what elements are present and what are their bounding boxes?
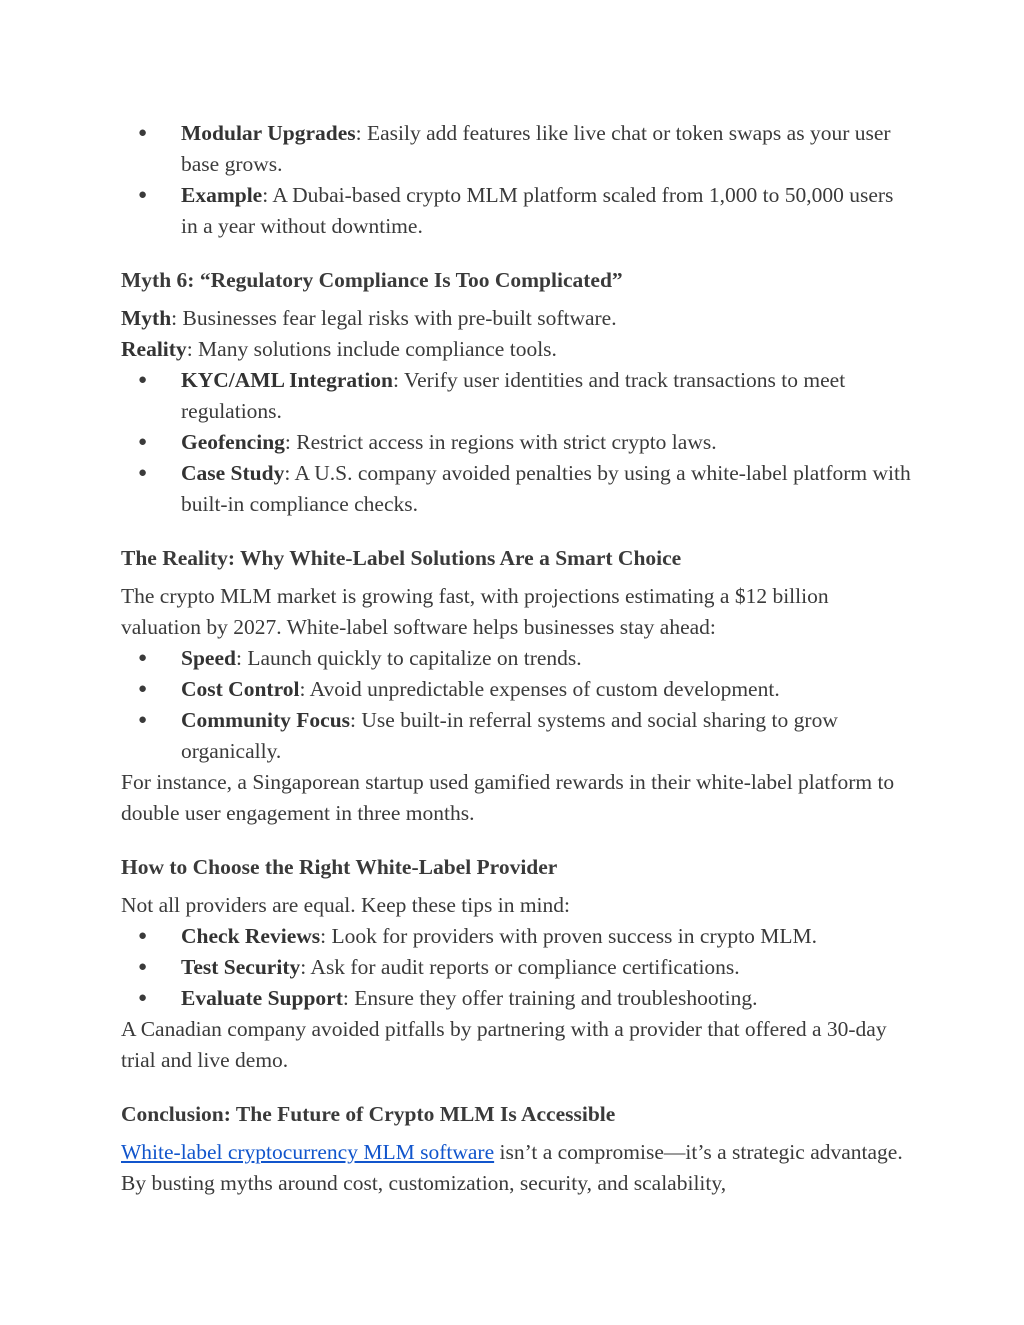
- bullet-text: : Look for providers with proven success in crypto MLM.: [320, 924, 817, 948]
- list-item: [138, 983, 911, 1014]
- list-item: [138, 705, 911, 767]
- myth-label: Myth: [121, 306, 172, 330]
- bullet-text: : Ensure they offer training and troubleshooting.: [342, 986, 758, 1010]
- bullet-text: : Verify user identities and track transactions to meet regulations.: [181, 368, 846, 423]
- section-heading-myth6: Myth 6: “Regulatory Compliance Is Too Complicated”: [121, 268, 623, 292]
- reality-label: Reality: [121, 337, 187, 361]
- bullet-term: Modular Upgrades: [181, 121, 356, 145]
- provider-intro: Not all providers are equal. Keep these tips in mind:: [121, 893, 570, 917]
- list-item: [138, 118, 911, 180]
- bullet-list-provider: [121, 921, 911, 1014]
- reality-line: [121, 334, 911, 365]
- myth-text: : Businesses fear legal risks with pre-built software.: [171, 306, 617, 330]
- bullet-text: : Launch quickly to capitalize on trends.: [235, 646, 582, 670]
- bullet-term: Community Focus: [181, 708, 351, 732]
- bullet-term: KYC/AML Integration: [181, 368, 394, 392]
- list-item: [138, 952, 911, 983]
- reality-outro: For instance, a Singaporean startup used gamified rewards in their white-label platform to double user engagement in three months.: [121, 770, 895, 825]
- bullet-icon: ●: [138, 650, 148, 666]
- bullet-term: Geofencing: [181, 430, 285, 454]
- reality-intro: The crypto MLM market is growing fast, with projections estimating a $12 billion valuation by 2027. White-label software helps businesses stay ahead:: [121, 584, 829, 639]
- list-item: [138, 921, 911, 952]
- bullet-icon: ●: [138, 959, 148, 975]
- bullet-icon: ●: [138, 928, 148, 944]
- bullet-icon: ●: [138, 372, 148, 388]
- conclusion-text: isn’t a compromise—it’s a strategic advantage. By busting myths around cost, customization, security, and scalability,: [121, 1140, 903, 1195]
- list-item: [138, 365, 911, 427]
- bullet-icon: ●: [138, 681, 148, 697]
- list-item: [138, 643, 911, 674]
- bullet-term: Test Security: [181, 955, 301, 979]
- list-item: [138, 458, 911, 520]
- bullet-icon: ●: [138, 187, 148, 203]
- bullet-term: Cost Control: [181, 677, 300, 701]
- bullet-text: : Use built-in referral systems and social sharing to grow organically.: [181, 708, 838, 763]
- provider-outro: A Canadian company avoided pitfalls by partnering with a provider that offered a 30-day trial and live demo.: [121, 1017, 887, 1072]
- bullet-term: Evaluate Support: [181, 986, 343, 1010]
- section-heading-reality: The Reality: Why White-Label Solutions Are a Smart Choice: [121, 546, 682, 570]
- bullet-list-reality: [121, 643, 911, 767]
- bullet-term: Speed: [181, 646, 236, 670]
- bullet-text: : A Dubai-based crypto MLM platform scaled from 1,000 to 50,000 users in a year without downtime.: [181, 183, 894, 238]
- bullet-text: : Restrict access in regions with strict crypto laws.: [284, 430, 717, 454]
- section-heading-provider: How to Choose the Right White-Label Provider: [121, 855, 558, 879]
- reality-text: : Many solutions include compliance tools.: [186, 337, 557, 361]
- bullet-list-top: [121, 118, 911, 242]
- list-item: [138, 180, 911, 242]
- bullet-icon: ●: [138, 712, 148, 728]
- bullet-icon: ●: [138, 465, 148, 481]
- software-link[interactable]: White-label cryptocurrency MLM software: [121, 1140, 495, 1164]
- bullet-text: : Ask for audit reports or compliance certifications.: [300, 955, 740, 979]
- bullet-icon: ●: [138, 434, 148, 450]
- myth-line: [121, 303, 911, 334]
- bullet-icon: ●: [138, 125, 148, 141]
- bullet-text: : A U.S. company avoided penalties by using a white-label platform with built-in compliance checks.: [181, 461, 911, 516]
- bullet-text: : Avoid unpredictable expenses of custom development.: [299, 677, 780, 701]
- document-page: [121, 118, 911, 1199]
- bullet-term: Case Study: [181, 461, 285, 485]
- bullet-list-myth6: [121, 365, 911, 520]
- section-heading-conclusion: Conclusion: The Future of Crypto MLM Is Accessible: [121, 1102, 616, 1126]
- bullet-text: : Easily add features like live chat or token swaps as your user base grows.: [181, 121, 891, 176]
- bullet-icon: ●: [138, 990, 148, 1006]
- bullet-term: Check Reviews: [181, 924, 321, 948]
- conclusion-paragraph: [121, 1137, 911, 1199]
- bullet-term: Example: [181, 183, 263, 207]
- list-item: [138, 674, 911, 705]
- list-item: [138, 427, 911, 458]
